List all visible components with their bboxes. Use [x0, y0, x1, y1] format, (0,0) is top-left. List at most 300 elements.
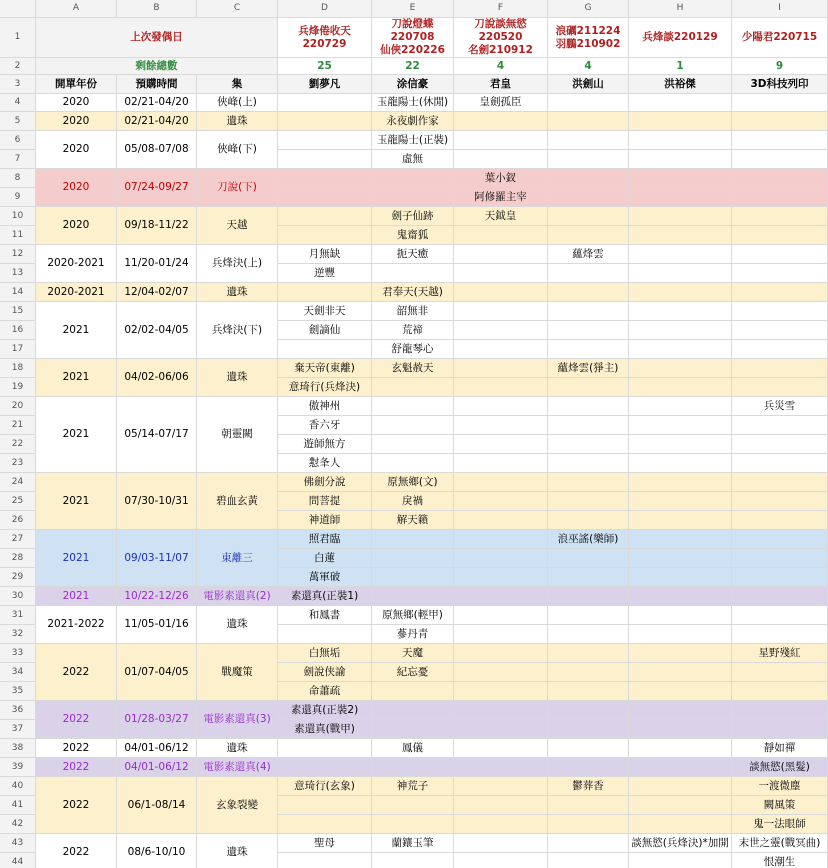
year-cell[interactable]: 2020	[36, 94, 117, 112]
year-cell[interactable]: 2022	[36, 758, 117, 777]
row-header[interactable]: 33	[0, 644, 36, 663]
figure-cell[interactable]	[629, 150, 732, 169]
remaining-count-cell[interactable]: 4	[454, 58, 548, 75]
row-header[interactable]: 5	[0, 112, 36, 131]
row-header[interactable]: 27	[0, 530, 36, 549]
figure-cell[interactable]	[629, 264, 732, 283]
figure-cell[interactable]: 解天籟	[372, 511, 454, 530]
figure-cell[interactable]	[548, 416, 629, 435]
figure-cell[interactable]	[278, 131, 372, 150]
figure-cell[interactable]: 蔘丹青	[372, 625, 454, 644]
year-cell[interactable]: 2020	[36, 207, 117, 245]
year-cell[interactable]: 2022	[36, 701, 117, 739]
release-date-cell[interactable]: 兵烽談220129	[629, 18, 732, 58]
figure-cell[interactable]	[454, 150, 548, 169]
row-header[interactable]: 13	[0, 264, 36, 283]
figure-cell[interactable]	[732, 340, 828, 359]
figure-cell[interactable]	[629, 587, 732, 606]
figure-cell[interactable]: 棄天帝(東離)	[278, 359, 372, 378]
figure-cell[interactable]	[548, 435, 629, 454]
figure-cell[interactable]: 劍子仙跡	[372, 207, 454, 226]
figure-cell[interactable]	[732, 530, 828, 549]
figure-cell[interactable]	[629, 682, 732, 701]
row-header[interactable]: 31	[0, 606, 36, 625]
column-title-cell[interactable]: 集	[197, 75, 278, 94]
figure-cell[interactable]	[454, 245, 548, 264]
figure-cell[interactable]	[278, 853, 372, 868]
figure-cell[interactable]	[548, 188, 629, 207]
row-header[interactable]: 22	[0, 435, 36, 454]
figure-cell[interactable]	[454, 302, 548, 321]
series-cell[interactable]: 俠峰(上)	[197, 94, 278, 112]
figure-cell[interactable]	[278, 169, 372, 188]
figure-cell[interactable]	[548, 131, 629, 150]
figure-cell[interactable]	[629, 663, 732, 682]
series-cell[interactable]: 遺珠	[197, 739, 278, 758]
figure-cell[interactable]	[548, 606, 629, 625]
figure-cell[interactable]: 天鉞皇	[454, 207, 548, 226]
figure-cell[interactable]	[629, 492, 732, 511]
year-cell[interactable]: 2022	[36, 644, 117, 701]
year-cell[interactable]: 2020-2021	[36, 245, 117, 283]
figure-cell[interactable]	[732, 663, 828, 682]
row-header[interactable]: 37	[0, 720, 36, 739]
figure-cell[interactable]	[372, 454, 454, 473]
figure-cell[interactable]	[548, 378, 629, 397]
column-title-cell[interactable]: 預購時間	[117, 75, 197, 94]
figure-cell[interactable]	[629, 378, 732, 397]
figure-cell[interactable]	[629, 720, 732, 739]
figure-cell[interactable]: 靜如禪	[732, 739, 828, 758]
release-date-cell[interactable]: 兵烽倦收天220729	[278, 18, 372, 58]
figure-cell[interactable]	[732, 359, 828, 378]
figure-cell[interactable]	[372, 264, 454, 283]
figure-cell[interactable]	[372, 682, 454, 701]
series-cell[interactable]: 朝靈闕	[197, 397, 278, 473]
figure-cell[interactable]: 玄魁赦天	[372, 359, 454, 378]
row-header[interactable]: 11	[0, 226, 36, 245]
figure-cell[interactable]	[548, 701, 629, 720]
figure-cell[interactable]	[454, 359, 548, 378]
series-cell[interactable]: 電影素還真(2)	[197, 587, 278, 606]
figure-cell[interactable]: 荒禘	[372, 321, 454, 340]
period-cell[interactable]: 10/22-12/26	[117, 587, 197, 606]
row-header[interactable]: 15	[0, 302, 36, 321]
figure-cell[interactable]	[372, 435, 454, 454]
period-cell[interactable]: 07/30-10/31	[117, 473, 197, 530]
figure-cell[interactable]	[372, 549, 454, 568]
column-header-c[interactable]: C	[197, 0, 278, 18]
figure-cell[interactable]: 鬱葬香	[548, 777, 629, 796]
row-header[interactable]: 40	[0, 777, 36, 796]
column-header-i[interactable]: I	[732, 0, 828, 18]
figure-cell[interactable]	[732, 264, 828, 283]
figure-cell[interactable]	[454, 340, 548, 359]
figure-cell[interactable]: 皇劍孤臣	[454, 94, 548, 112]
year-cell[interactable]: 2021	[36, 473, 117, 530]
series-cell[interactable]: 戰魔策	[197, 644, 278, 701]
figure-cell[interactable]	[629, 321, 732, 340]
series-cell[interactable]: 天越	[197, 207, 278, 245]
figure-cell[interactable]: 劍說侠諭	[278, 663, 372, 682]
figure-cell[interactable]: 月無缺	[278, 245, 372, 264]
figure-cell[interactable]: 傲神州	[278, 397, 372, 416]
figure-cell[interactable]: 原無鄉(文)	[372, 473, 454, 492]
figure-cell[interactable]	[732, 378, 828, 397]
remaining-count-cell[interactable]: 4	[548, 58, 629, 75]
figure-cell[interactable]	[629, 397, 732, 416]
column-header-a[interactable]: A	[36, 0, 117, 18]
row-header[interactable]: 2	[0, 58, 36, 75]
figure-cell[interactable]	[278, 94, 372, 112]
figure-cell[interactable]	[372, 169, 454, 188]
figure-cell[interactable]	[548, 207, 629, 226]
figure-cell[interactable]	[454, 625, 548, 644]
figure-cell[interactable]	[454, 549, 548, 568]
figure-cell[interactable]	[732, 112, 828, 131]
period-cell[interactable]: 09/03-11/07	[117, 530, 197, 587]
figure-cell[interactable]: 虛無	[372, 150, 454, 169]
figure-cell[interactable]	[454, 701, 548, 720]
figure-cell[interactable]: 談無慾(兵烽決)*加開	[629, 834, 732, 853]
figure-cell[interactable]	[629, 359, 732, 378]
year-cell[interactable]: 2020	[36, 112, 117, 131]
period-cell[interactable]: 06/1-08/14	[117, 777, 197, 834]
figure-cell[interactable]	[548, 150, 629, 169]
row-header[interactable]: 7	[0, 150, 36, 169]
figure-cell[interactable]	[732, 587, 828, 606]
figure-cell[interactable]: 天劍非天	[278, 302, 372, 321]
series-cell[interactable]: 碧血玄黃	[197, 473, 278, 530]
row-header[interactable]: 29	[0, 568, 36, 587]
figure-cell[interactable]	[629, 549, 732, 568]
figure-cell[interactable]: 聖母	[278, 834, 372, 853]
figure-cell[interactable]	[372, 758, 454, 777]
row-header[interactable]: 43	[0, 834, 36, 853]
figure-cell[interactable]	[454, 397, 548, 416]
figure-cell[interactable]	[732, 302, 828, 321]
figure-cell[interactable]	[732, 492, 828, 511]
series-cell[interactable]: 兵烽決(上)	[197, 245, 278, 283]
figure-cell[interactable]	[278, 283, 372, 302]
figure-cell[interactable]	[548, 112, 629, 131]
figure-cell[interactable]	[372, 815, 454, 834]
row-header[interactable]: 10	[0, 207, 36, 226]
figure-cell[interactable]: 遊師無方	[278, 435, 372, 454]
figure-cell[interactable]	[548, 511, 629, 530]
column-header-g[interactable]: G	[548, 0, 629, 18]
row-header[interactable]: 20	[0, 397, 36, 416]
figure-cell[interactable]	[629, 245, 732, 264]
figure-cell[interactable]: 永夜劇作家	[372, 112, 454, 131]
figure-cell[interactable]	[548, 587, 629, 606]
figure-cell[interactable]	[548, 682, 629, 701]
column-title-cell[interactable]: 洪裕傑	[629, 75, 732, 94]
release-day-label[interactable]: 上次發偶日	[36, 18, 278, 58]
figure-cell[interactable]	[454, 758, 548, 777]
figure-cell[interactable]	[372, 397, 454, 416]
figure-cell[interactable]	[454, 435, 548, 454]
figure-cell[interactable]	[548, 492, 629, 511]
year-cell[interactable]: 2022	[36, 777, 117, 834]
period-cell[interactable]: 08/6-10/10	[117, 834, 197, 868]
figure-cell[interactable]: 星野殘紅	[732, 644, 828, 663]
remaining-count-cell[interactable]: 22	[372, 58, 454, 75]
figure-cell[interactable]	[629, 511, 732, 530]
figure-cell[interactable]	[732, 454, 828, 473]
series-cell[interactable]: 俠峰(下)	[197, 131, 278, 169]
figure-cell[interactable]	[548, 321, 629, 340]
figure-cell[interactable]	[732, 568, 828, 587]
column-title-cell[interactable]: 劉夢凡	[278, 75, 372, 94]
figure-cell[interactable]	[372, 188, 454, 207]
figure-cell[interactable]: 香六牙	[278, 416, 372, 435]
figure-cell[interactable]	[732, 131, 828, 150]
period-cell[interactable]: 01/28-03/27	[117, 701, 197, 739]
figure-cell[interactable]	[372, 701, 454, 720]
year-cell[interactable]: 2021	[36, 302, 117, 359]
figure-cell[interactable]: 末世之靈(戰冥曲)	[732, 834, 828, 853]
figure-cell[interactable]: 佛劍分說	[278, 473, 372, 492]
figure-cell[interactable]	[629, 340, 732, 359]
figure-cell[interactable]	[454, 378, 548, 397]
figure-cell[interactable]	[732, 169, 828, 188]
year-cell[interactable]: 2021	[36, 397, 117, 473]
column-title-cell[interactable]: 開單年份	[36, 75, 117, 94]
figure-cell[interactable]: 談無慾(黑髮)	[732, 758, 828, 777]
figure-cell[interactable]	[548, 739, 629, 758]
figure-cell[interactable]	[629, 701, 732, 720]
figure-cell[interactable]	[629, 530, 732, 549]
figure-cell[interactable]	[732, 207, 828, 226]
year-cell[interactable]: 2021-2022	[36, 606, 117, 644]
figure-cell[interactable]	[732, 720, 828, 739]
figure-cell[interactable]: 恨潮生	[732, 853, 828, 868]
series-cell[interactable]: 玄象裂變	[197, 777, 278, 834]
figure-cell[interactable]	[629, 644, 732, 663]
figure-cell[interactable]	[732, 511, 828, 530]
figure-cell[interactable]	[548, 625, 629, 644]
figure-cell[interactable]	[548, 796, 629, 815]
figure-cell[interactable]	[454, 473, 548, 492]
figure-cell[interactable]: 神道師	[278, 511, 372, 530]
figure-cell[interactable]	[548, 758, 629, 777]
figure-cell[interactable]	[278, 226, 372, 245]
figure-cell[interactable]	[548, 283, 629, 302]
figure-cell[interactable]	[732, 94, 828, 112]
figure-cell[interactable]	[629, 758, 732, 777]
column-header-b[interactable]: B	[117, 0, 197, 18]
column-title-cell[interactable]: 君皇	[454, 75, 548, 94]
remaining-count-cell[interactable]: 25	[278, 58, 372, 75]
figure-cell[interactable]	[629, 283, 732, 302]
column-title-cell[interactable]: 涂信豪	[372, 75, 454, 94]
year-cell[interactable]: 2021	[36, 530, 117, 587]
figure-cell[interactable]	[629, 188, 732, 207]
period-cell[interactable]: 11/05-01/16	[117, 606, 197, 644]
figure-cell[interactable]	[732, 473, 828, 492]
series-cell[interactable]: 刀說(下)	[197, 169, 278, 207]
figure-cell[interactable]: 闕風策	[732, 796, 828, 815]
figure-cell[interactable]: 懟夆人	[278, 454, 372, 473]
row-header[interactable]: 3	[0, 75, 36, 94]
figure-cell[interactable]	[454, 416, 548, 435]
figure-cell[interactable]	[372, 568, 454, 587]
figure-cell[interactable]	[372, 416, 454, 435]
series-cell[interactable]: 遺珠	[197, 359, 278, 397]
column-header-e[interactable]: E	[372, 0, 454, 18]
column-header-h[interactable]: H	[629, 0, 732, 18]
year-cell[interactable]: 2020	[36, 131, 117, 169]
year-cell[interactable]: 2022	[36, 739, 117, 758]
figure-cell[interactable]	[548, 302, 629, 321]
select-all-corner[interactable]	[0, 0, 36, 18]
figure-cell[interactable]: 白無垢	[278, 644, 372, 663]
column-title-cell[interactable]: 洪劍山	[548, 75, 629, 94]
figure-cell[interactable]: 素還真(正裝2)	[278, 701, 372, 720]
row-header[interactable]: 1	[0, 18, 36, 58]
figure-cell[interactable]	[732, 625, 828, 644]
figure-cell[interactable]	[548, 644, 629, 663]
figure-cell[interactable]	[278, 815, 372, 834]
figure-cell[interactable]	[732, 435, 828, 454]
figure-cell[interactable]	[454, 321, 548, 340]
figure-cell[interactable]	[454, 606, 548, 625]
figure-cell[interactable]	[454, 663, 548, 682]
figure-cell[interactable]	[548, 853, 629, 868]
figure-cell[interactable]	[629, 112, 732, 131]
row-header[interactable]: 14	[0, 283, 36, 302]
figure-cell[interactable]	[629, 302, 732, 321]
row-header[interactable]: 44	[0, 853, 36, 868]
figure-cell[interactable]	[732, 549, 828, 568]
figure-cell[interactable]	[454, 264, 548, 283]
row-header[interactable]: 41	[0, 796, 36, 815]
figure-cell[interactable]	[548, 226, 629, 245]
row-header[interactable]: 21	[0, 416, 36, 435]
figure-cell[interactable]: 阿修羅主宰	[454, 188, 548, 207]
figure-cell[interactable]	[732, 245, 828, 264]
figure-cell[interactable]: 鳳儀	[372, 739, 454, 758]
figure-cell[interactable]	[278, 150, 372, 169]
period-cell[interactable]: 09/18-11/22	[117, 207, 197, 245]
figure-cell[interactable]: 神荒子	[372, 777, 454, 796]
figure-cell[interactable]	[454, 530, 548, 549]
period-cell[interactable]: 12/04-02/07	[117, 283, 197, 302]
figure-cell[interactable]	[548, 815, 629, 834]
year-cell[interactable]: 2020-2021	[36, 283, 117, 302]
row-header[interactable]: 34	[0, 663, 36, 682]
row-header[interactable]: 39	[0, 758, 36, 777]
figure-cell[interactable]	[629, 226, 732, 245]
figure-cell[interactable]: 命蕭疏	[278, 682, 372, 701]
series-cell[interactable]: 遺珠	[197, 834, 278, 868]
row-header[interactable]: 4	[0, 94, 36, 112]
figure-cell[interactable]	[548, 549, 629, 568]
release-date-cell[interactable]: 少陽君220715	[732, 18, 828, 58]
figure-cell[interactable]	[454, 644, 548, 663]
figure-cell[interactable]: 扼天癒	[372, 245, 454, 264]
figure-cell[interactable]	[629, 416, 732, 435]
period-cell[interactable]: 05/14-07/17	[117, 397, 197, 473]
figure-cell[interactable]	[454, 777, 548, 796]
row-header[interactable]: 6	[0, 131, 36, 150]
figure-cell[interactable]: 意琦行(兵烽決)	[278, 378, 372, 397]
figure-cell[interactable]	[732, 606, 828, 625]
row-header[interactable]: 8	[0, 169, 36, 188]
figure-cell[interactable]	[732, 283, 828, 302]
figure-cell[interactable]	[548, 720, 629, 739]
figure-cell[interactable]: 天魔	[372, 644, 454, 663]
figure-cell[interactable]	[629, 568, 732, 587]
year-cell[interactable]: 2021	[36, 587, 117, 606]
row-header[interactable]: 25	[0, 492, 36, 511]
figure-cell[interactable]	[732, 188, 828, 207]
figure-cell[interactable]	[454, 568, 548, 587]
period-cell[interactable]: 04/01-06/12	[117, 758, 197, 777]
figure-cell[interactable]	[629, 625, 732, 644]
figure-cell[interactable]: 素還真(戰甲)	[278, 720, 372, 739]
figure-cell[interactable]	[372, 378, 454, 397]
series-cell[interactable]: 遺珠	[197, 283, 278, 302]
figure-cell[interactable]	[548, 568, 629, 587]
figure-cell[interactable]	[454, 834, 548, 853]
row-header[interactable]: 9	[0, 188, 36, 207]
series-cell[interactable]: 兵烽決(下)	[197, 302, 278, 359]
figure-cell[interactable]: 意琦行(玄象)	[278, 777, 372, 796]
period-cell[interactable]: 02/21-04/20	[117, 112, 197, 131]
figure-cell[interactable]	[629, 815, 732, 834]
figure-cell[interactable]	[454, 454, 548, 473]
figure-cell[interactable]	[372, 720, 454, 739]
figure-cell[interactable]	[548, 663, 629, 682]
figure-cell[interactable]	[278, 625, 372, 644]
period-cell[interactable]: 04/01-06/12	[117, 739, 197, 758]
figure-cell[interactable]	[732, 321, 828, 340]
figure-cell[interactable]	[454, 112, 548, 131]
period-cell[interactable]: 11/20-01/24	[117, 245, 197, 283]
series-cell[interactable]: 遺珠	[197, 606, 278, 644]
year-cell[interactable]: 2022	[36, 834, 117, 868]
row-header[interactable]: 24	[0, 473, 36, 492]
figure-cell[interactable]: 蘭鑲玉筆	[372, 834, 454, 853]
figure-cell[interactable]: 鬼一法眼師	[732, 815, 828, 834]
figure-cell[interactable]	[278, 188, 372, 207]
release-date-cell[interactable]: 浪礪211224 羽鵬210902	[548, 18, 629, 58]
figure-cell[interactable]: 原無鄉(輕甲)	[372, 606, 454, 625]
figure-cell[interactable]	[372, 796, 454, 815]
figure-cell[interactable]	[454, 682, 548, 701]
figure-cell[interactable]	[548, 454, 629, 473]
figure-cell[interactable]	[372, 853, 454, 868]
figure-cell[interactable]	[629, 796, 732, 815]
column-header-d[interactable]: D	[278, 0, 372, 18]
row-header[interactable]: 42	[0, 815, 36, 834]
figure-cell[interactable]: 逆豐	[278, 264, 372, 283]
figure-cell[interactable]: 兵災雪	[732, 397, 828, 416]
figure-cell[interactable]	[548, 94, 629, 112]
series-cell[interactable]: 電影素還真(3)	[197, 701, 278, 739]
figure-cell[interactable]	[548, 264, 629, 283]
series-cell[interactable]: 電影素還真(4)	[197, 758, 278, 777]
series-cell[interactable]: 東離三	[197, 530, 278, 587]
column-title-cell[interactable]: 3D科技列印	[732, 75, 828, 94]
figure-cell[interactable]	[454, 131, 548, 150]
figure-cell[interactable]	[454, 739, 548, 758]
row-header[interactable]: 38	[0, 739, 36, 758]
remaining-count-cell[interactable]: 1	[629, 58, 732, 75]
column-header-f[interactable]: F	[454, 0, 548, 18]
